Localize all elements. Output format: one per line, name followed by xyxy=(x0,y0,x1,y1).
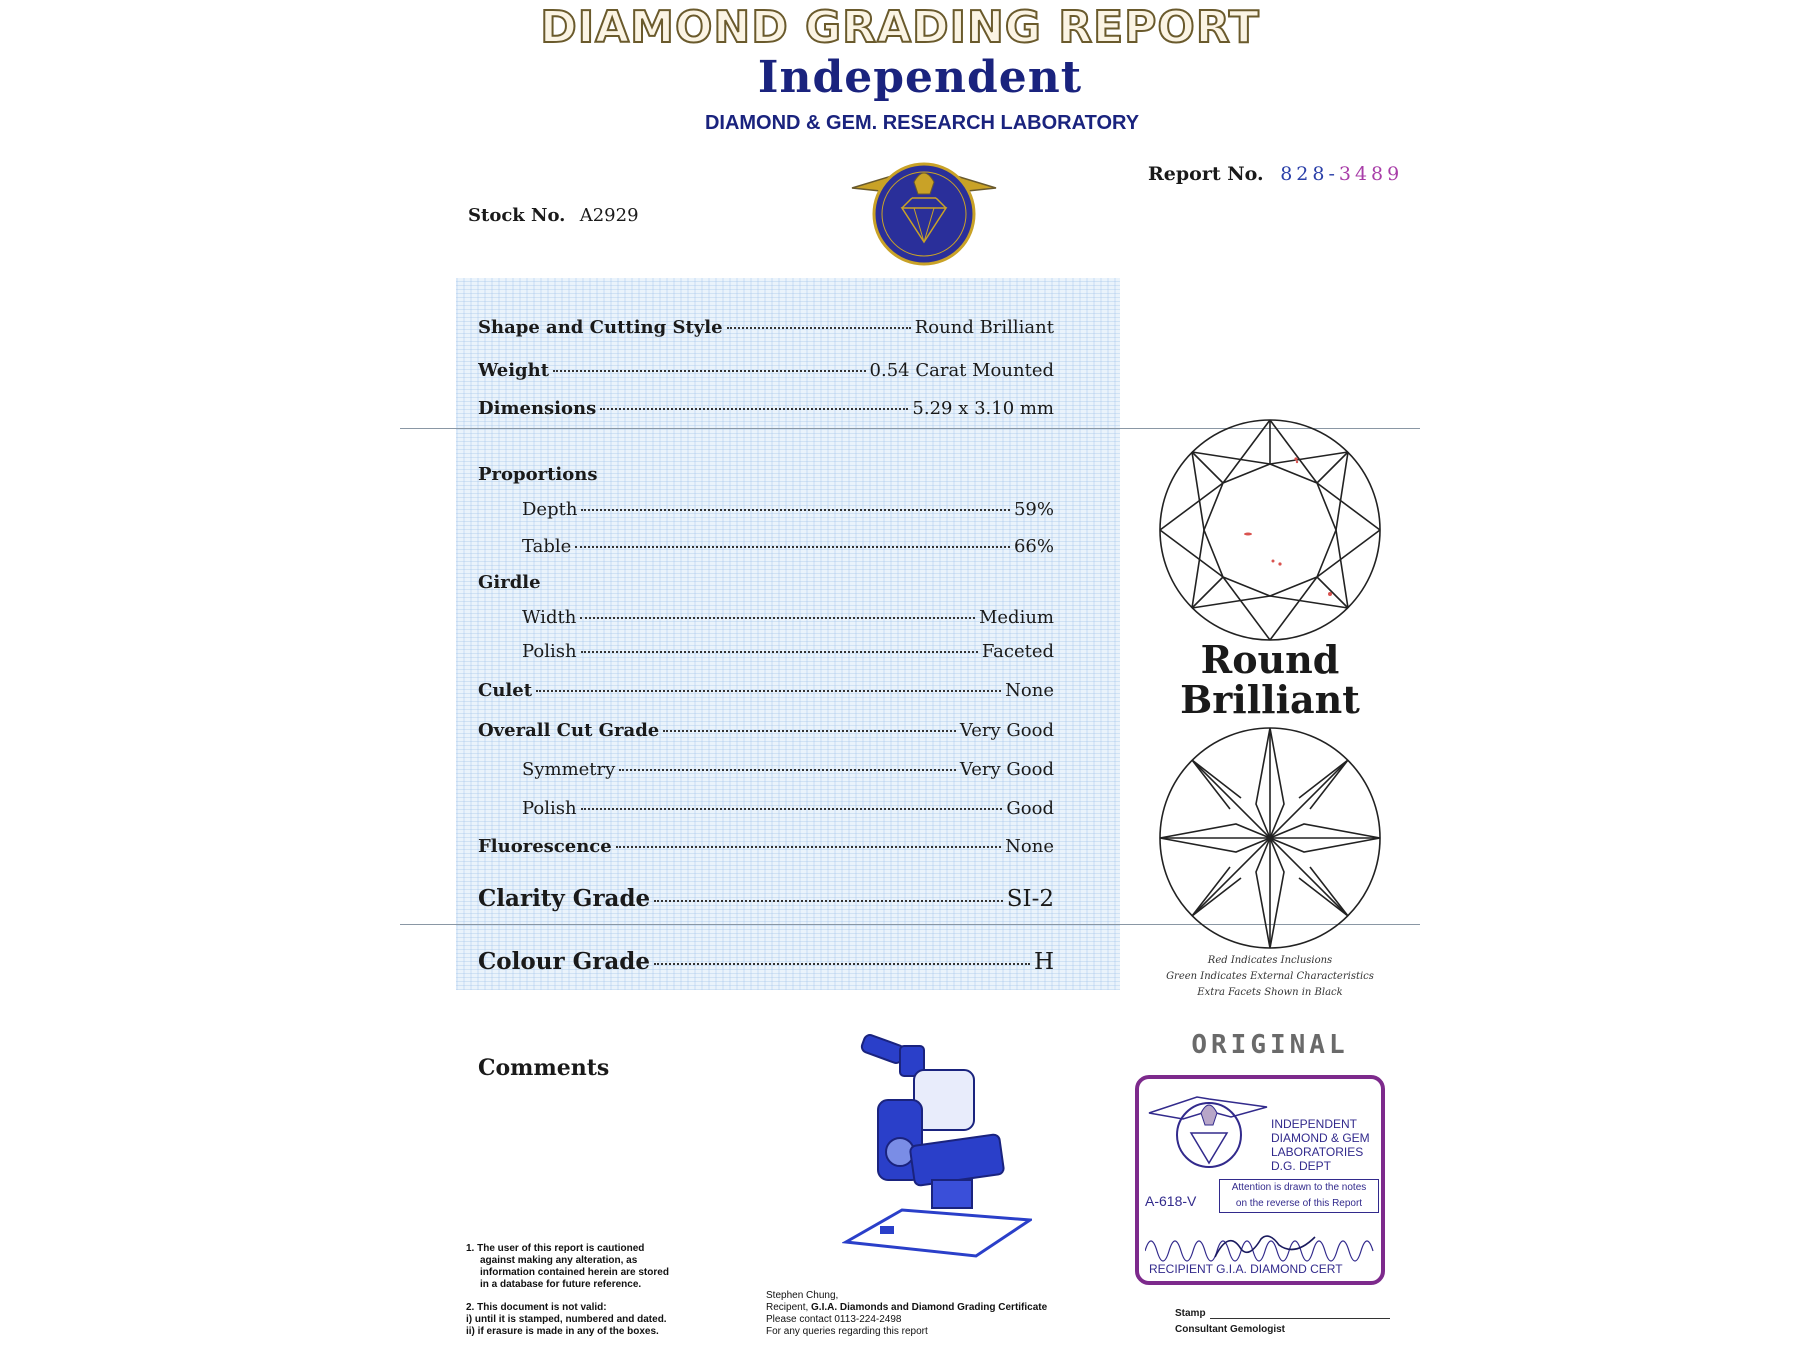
brand-name: Independent xyxy=(757,52,1083,103)
stock-number-value: A2929 xyxy=(579,205,639,226)
row-polish: Polish Good xyxy=(522,798,1054,819)
original-label: ORIGINAL xyxy=(1191,1030,1349,1060)
stamp-signature-line: Stamp xyxy=(1175,1308,1390,1319)
report-title: DIAMOND GRADING REPORT xyxy=(540,2,1260,53)
report-number-value: 828-3489 xyxy=(1280,163,1404,185)
consultant-label: Consultant Gemologist xyxy=(1175,1324,1285,1335)
laboratory-seal-icon xyxy=(848,138,1000,266)
row-clarity-grade: Clarity Grade SI-2 xyxy=(478,885,1054,912)
contact-info: Stephen Chung, Recipent, G.I.A. Diamonds and Diamond Grading Certificate Please contact 0113-224-2498 For any queries regarding this report xyxy=(766,1290,1048,1337)
row-depth: Depth 59% xyxy=(522,499,1054,520)
pavilion-diagram xyxy=(1154,722,1386,954)
row-dimensions: Dimensions 5.29 x 3.10 mm xyxy=(478,398,1054,419)
stamp-code: A-618-V xyxy=(1145,1193,1197,1209)
stock-number xyxy=(468,205,639,226)
legend-green: Green Indicates External Characteristics xyxy=(1166,971,1374,982)
row-colour-grade: Colour Grade H xyxy=(478,948,1054,975)
row-symmetry: Symmetry Very Good xyxy=(522,759,1054,780)
stamp-recipient: RECIPIENT G.I.A. DIAMOND CERT xyxy=(1149,1262,1343,1276)
row-shape: Shape and Cutting Style Round Brilliant xyxy=(478,317,1054,338)
row-table: Table 66% xyxy=(522,536,1054,557)
stock-number-label: Stock No. xyxy=(468,205,566,226)
row-weight: Weight 0.54 Carat Mounted xyxy=(478,360,1054,381)
legend-black: Extra Facets Shown in Black xyxy=(1197,987,1343,998)
stamp-lab-name: INDEPENDENT DIAMOND & GEM LABORATORIES D.G. DEPT xyxy=(1271,1117,1370,1173)
grading-panel xyxy=(456,278,1120,990)
eagle-emblem-icon xyxy=(1147,1083,1271,1179)
girdle-heading: Girdle xyxy=(478,572,541,593)
laboratory-name: DIAMOND & GEM. RESEARCH LABORATORY xyxy=(704,112,1140,134)
comments-heading: Comments xyxy=(478,1055,610,1081)
proportions-heading: Proportions xyxy=(478,464,598,485)
row-girdle-polish: Polish Faceted xyxy=(522,641,1054,662)
crown-diagram xyxy=(1154,414,1386,646)
legend-red: Red Indicates Inclusions xyxy=(1207,955,1333,966)
report-number xyxy=(1148,163,1403,185)
microscope-icon xyxy=(842,1030,1032,1270)
row-fluorescence: Fluorescence None xyxy=(478,836,1054,857)
shape-name-line1: Round xyxy=(1200,637,1340,682)
shape-name-line2: Brilliant xyxy=(1180,677,1360,722)
laboratory-stamp xyxy=(1135,1075,1385,1285)
note-1: 1. The user of this report is cautioned against making any alteration, as information contained herein are stored in a database for future reference. xyxy=(466,1243,669,1290)
row-overall-cut: Overall Cut Grade Very Good xyxy=(478,720,1054,741)
row-girdle-width: Width Medium xyxy=(522,607,1054,628)
row-culet: Culet None xyxy=(478,680,1054,701)
report-number-label: Report No. xyxy=(1148,163,1264,185)
signature-icon xyxy=(1145,1229,1379,1263)
stamp-note: Attention is drawn to the notes on the reverse of this Report xyxy=(1219,1179,1379,1213)
note-2: 2. This document is not valid: i) until it is stamped, numbered and dated. ii) if erasure is made in any of the boxes. xyxy=(466,1302,667,1337)
